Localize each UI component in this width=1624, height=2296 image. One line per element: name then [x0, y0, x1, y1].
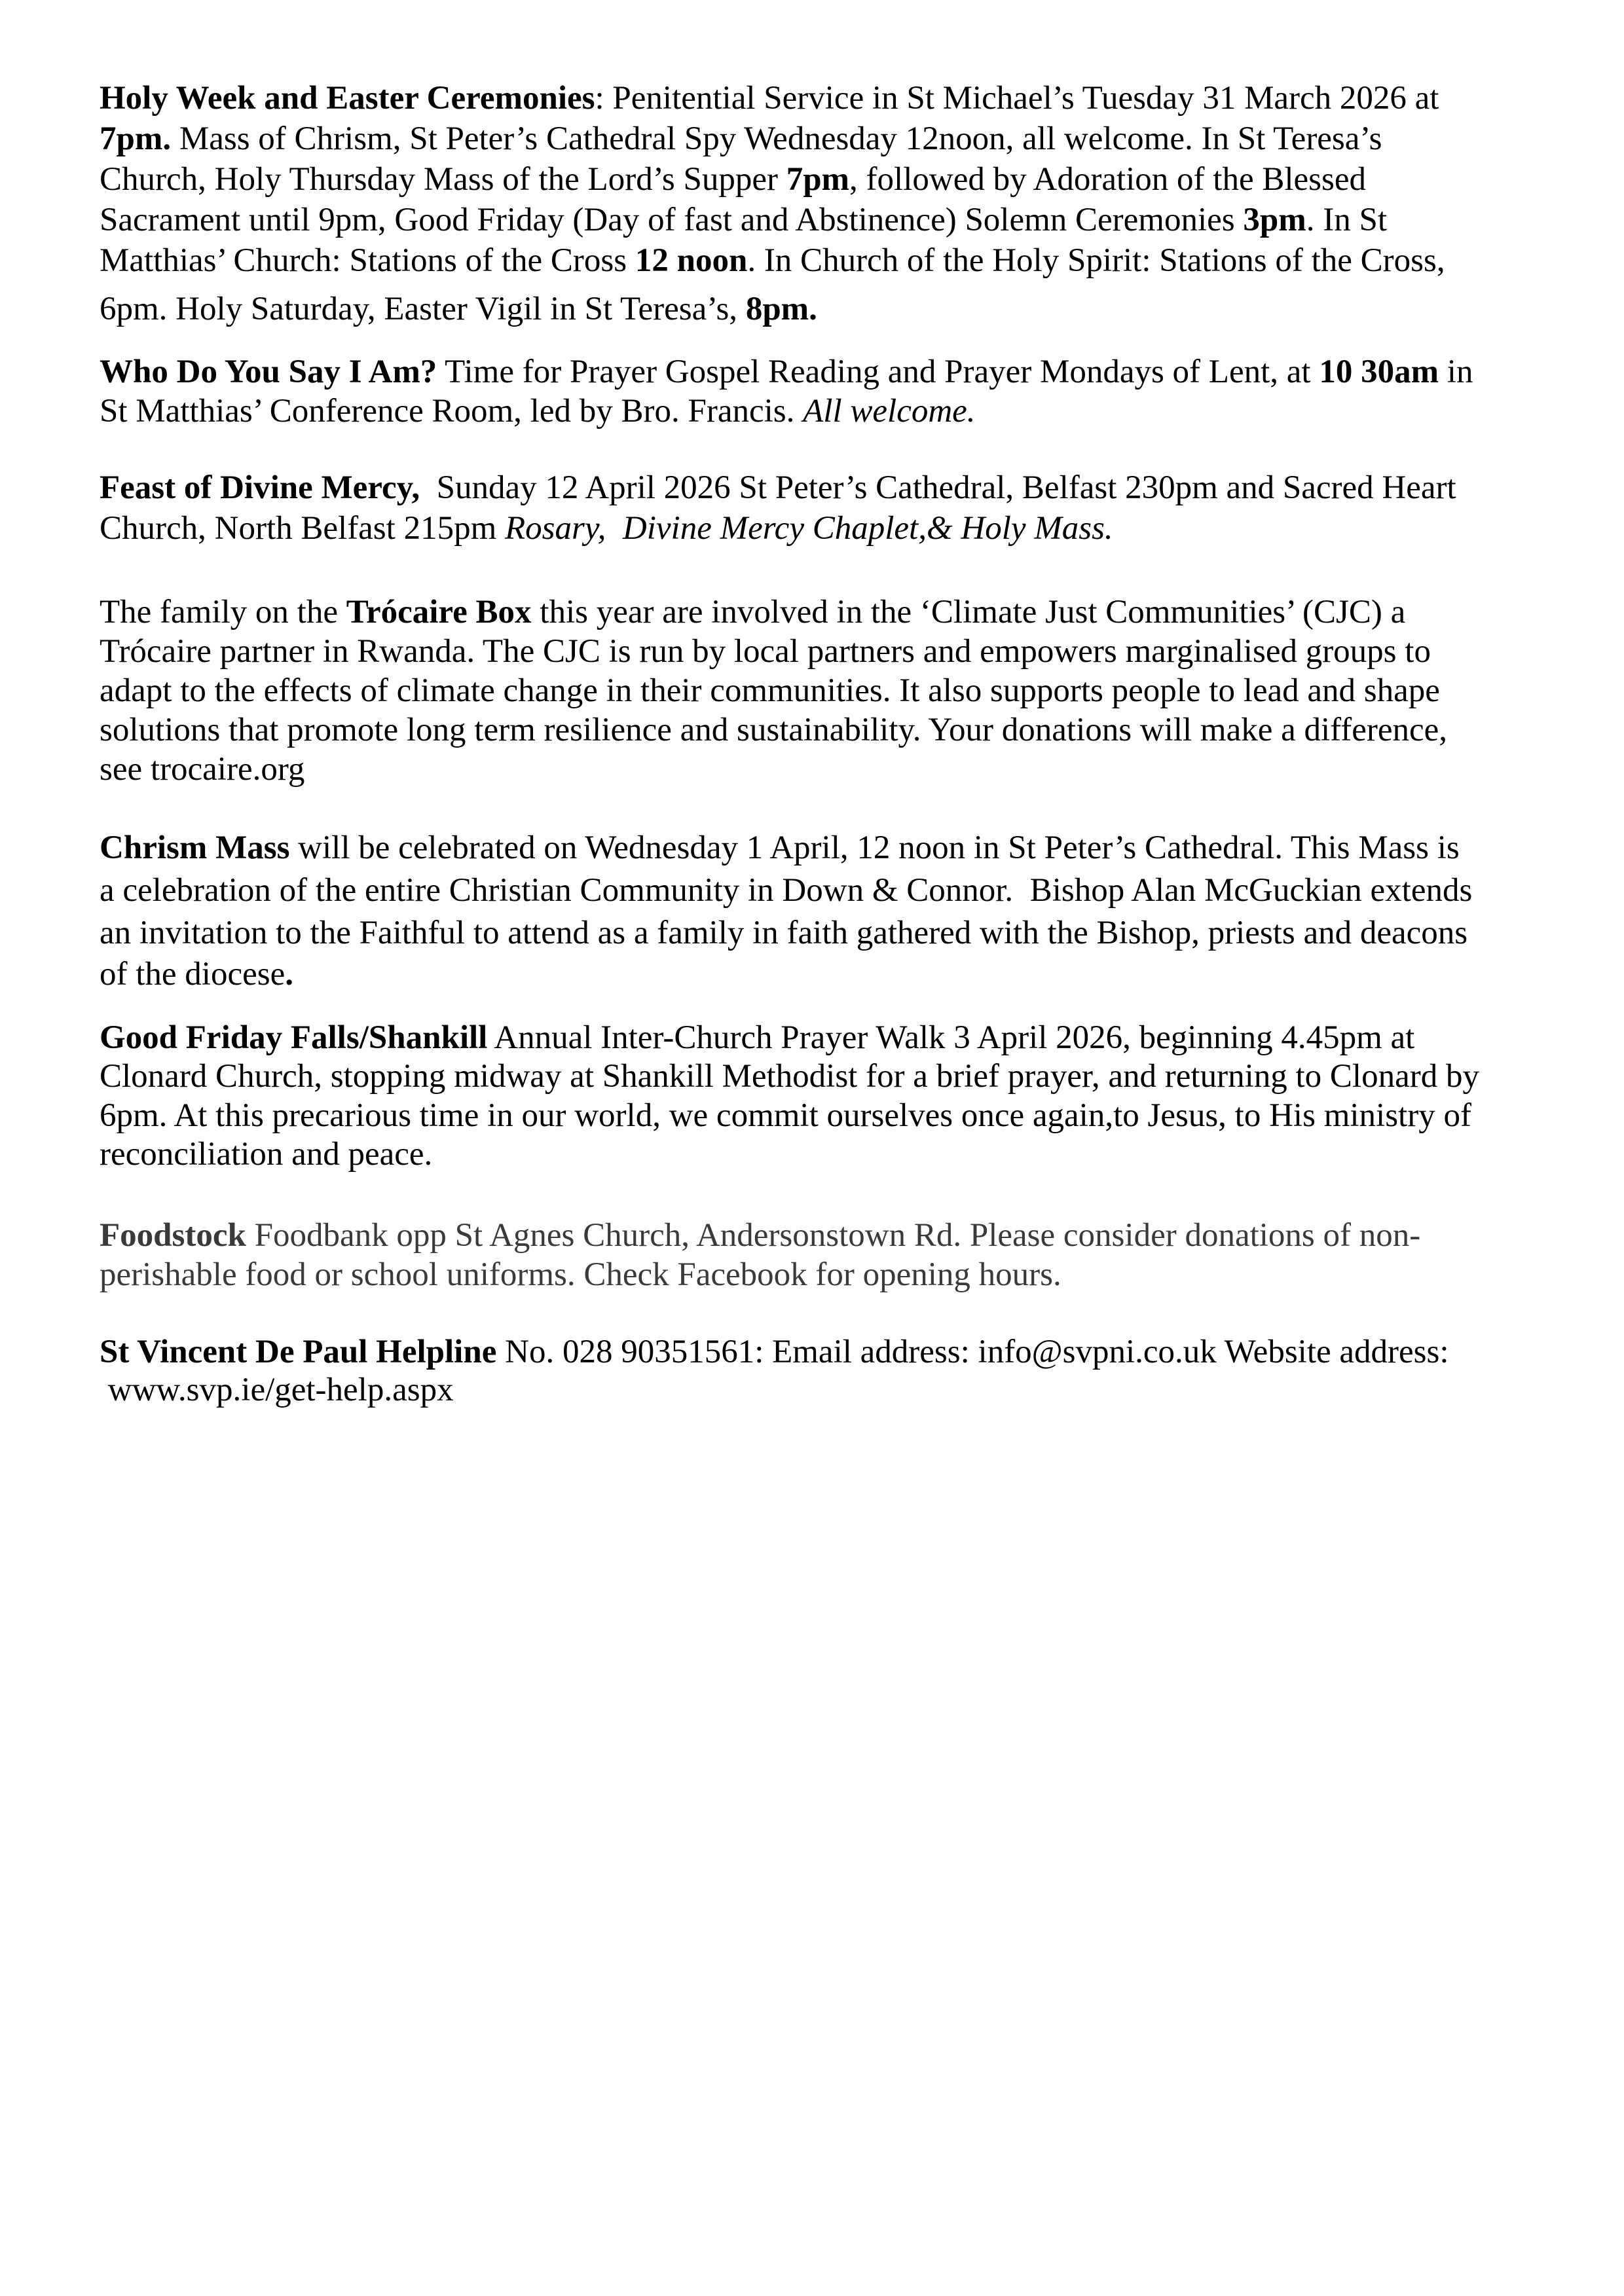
bold-text: Feast of Divine Mercy, [100, 469, 420, 506]
text-line [100, 1060, 1479, 1093]
text-line [100, 596, 1405, 629]
bold-text: 7pm [786, 161, 850, 198]
text-run: this year are involved in the ‘Climate Just Communities’ (CJC) a [531, 594, 1406, 630]
text-line [100, 1138, 432, 1171]
text-line [100, 244, 1445, 278]
text-line [100, 512, 1113, 545]
bold-text: St Vincent De Paul Helpline [100, 1334, 497, 1370]
bold-text: Who Do You Say I Am? [100, 354, 437, 390]
bold-text: 8pm. [745, 291, 817, 327]
bold-text: Good Friday Falls/Shankill [100, 1019, 488, 1056]
text-run: will be celebrated on Wednesday 1 April, 12 noon in St Peter’s Cathedral. This Mass is [289, 829, 1460, 866]
text-run: in [1439, 354, 1473, 390]
text-run: No. 028 90351561: Email address: info@svpni.co.uk Website address: [496, 1334, 1449, 1370]
text-line [100, 635, 1431, 668]
text-line [100, 471, 1456, 505]
text-line [100, 714, 1447, 747]
bold-text: Trócaire Box [346, 594, 532, 630]
text-line [100, 395, 976, 428]
bold-text: 3pm [1243, 202, 1306, 238]
text-line [100, 204, 1387, 237]
text-line [100, 1099, 1471, 1133]
text-run: Annual Inter-Church Prayer Walk 3 April 2026, beginning 4.45pm at [487, 1019, 1415, 1056]
text-run: perishable food or school uniforms. Check Facebook for opening hours. [100, 1256, 1061, 1293]
text-run: The family on the [100, 594, 346, 630]
text-line [100, 355, 1473, 389]
text-run: : Penitential Service in St Michael’s Tuesday 31 March 2026 at [595, 80, 1439, 117]
text-line [100, 831, 1460, 865]
text-run: www.svp.ie/get-help.aspx [100, 1372, 454, 1408]
text-run: Sacrament until 9pm, Good Friday (Day of fast and Abstinence) Solemn Ceremonies [100, 202, 1244, 238]
text-run: Mass of Chrism, St Peter’s Cathedral Spy Wednesday 12noon, all welcome. In St Teresa’s [171, 120, 1382, 157]
text-run: Church, Holy Thursday Mass of the Lord’s Supper [100, 161, 786, 198]
text-run: 6pm. Holy Saturday, Easter Vigil in St Teresa’s, [100, 291, 746, 327]
bold-text: . [285, 956, 293, 993]
text-run: Matthias’ Church: Stations of the Cross [100, 242, 635, 279]
text-line [100, 917, 1467, 950]
italic-text: All welcome. [803, 393, 976, 429]
text-line [100, 753, 304, 786]
text-run: solutions that promote long term resilience and sustainability. Your donations will make a difference, [100, 712, 1448, 748]
text-line [100, 1374, 454, 1407]
text-run: Sunday 12 April 2026 St Peter’s Cathedral, Belfast 230pm and Sacred Heart [420, 469, 1456, 506]
text-line [100, 958, 293, 991]
text-run: Church, North Belfast 215pm [100, 510, 505, 547]
text-run: . In St [1306, 202, 1388, 238]
bold-text: Chrism Mass [100, 829, 290, 866]
text-run: Clonard Church, stopping midway at Shankill Methodist for a brief prayer, and returning to Clonard by [100, 1058, 1479, 1095]
text-run: of the diocese [100, 956, 286, 993]
bold-text: 10 30am [1319, 354, 1439, 390]
text-run: reconciliation and peace. [100, 1136, 433, 1173]
bold-text: 12 noon [635, 242, 748, 279]
text-run: 6pm. At this precarious time in our world, we commit ourselves once again,to Jesus, to His ministry of [100, 1097, 1471, 1134]
text-line [100, 874, 1472, 907]
text-run: Time for Prayer Gospel Reading and Prayer Mondays of Lent, at [437, 354, 1320, 390]
text-run: adapt to the effects of climate change in their communities. It also supports people to lead and shape [100, 672, 1440, 709]
text-line [100, 1021, 1414, 1055]
text-run: Foodbank opp St Agnes Church, Andersonstown Rd. Please consider donations of non- [246, 1217, 1421, 1254]
text-run: St Matthias’ Conference Room, led by Bro. Francis. [100, 393, 803, 429]
italic-text: Rosary, Divine Mercy Chaplet,& Holy Mass. [505, 510, 1113, 547]
text-line [100, 163, 1366, 196]
text-run: . In Church of the Holy Spirit: Stations of the Cross, [747, 242, 1445, 279]
text-run: an invitation to the Faithful to attend as a family in faith gathered with the Bishop, priests and deacons [100, 915, 1468, 951]
text-run: a celebration of the entire Christian Community in Down & Connor. Bishop Alan McGuckian extends [100, 872, 1473, 909]
bold-text: 7pm. [100, 120, 172, 157]
text-run: , followed by Adoration of the Blessed [849, 161, 1367, 198]
text-line [100, 1219, 1420, 1252]
text-line [100, 293, 817, 326]
text-line [100, 674, 1440, 708]
bold-text: Holy Week and Easter Ceremonies [100, 80, 595, 117]
text-line [100, 82, 1439, 115]
text-line [100, 1258, 1061, 1292]
bold-text: Foodstock [100, 1217, 246, 1254]
text-line [100, 122, 1382, 156]
text-run: see trocaire.org [100, 751, 305, 788]
text-line [100, 1336, 1449, 1369]
text-run: Trócaire partner in Rwanda. The CJC is run by local partners and empowers marginalised groups to [100, 633, 1431, 670]
